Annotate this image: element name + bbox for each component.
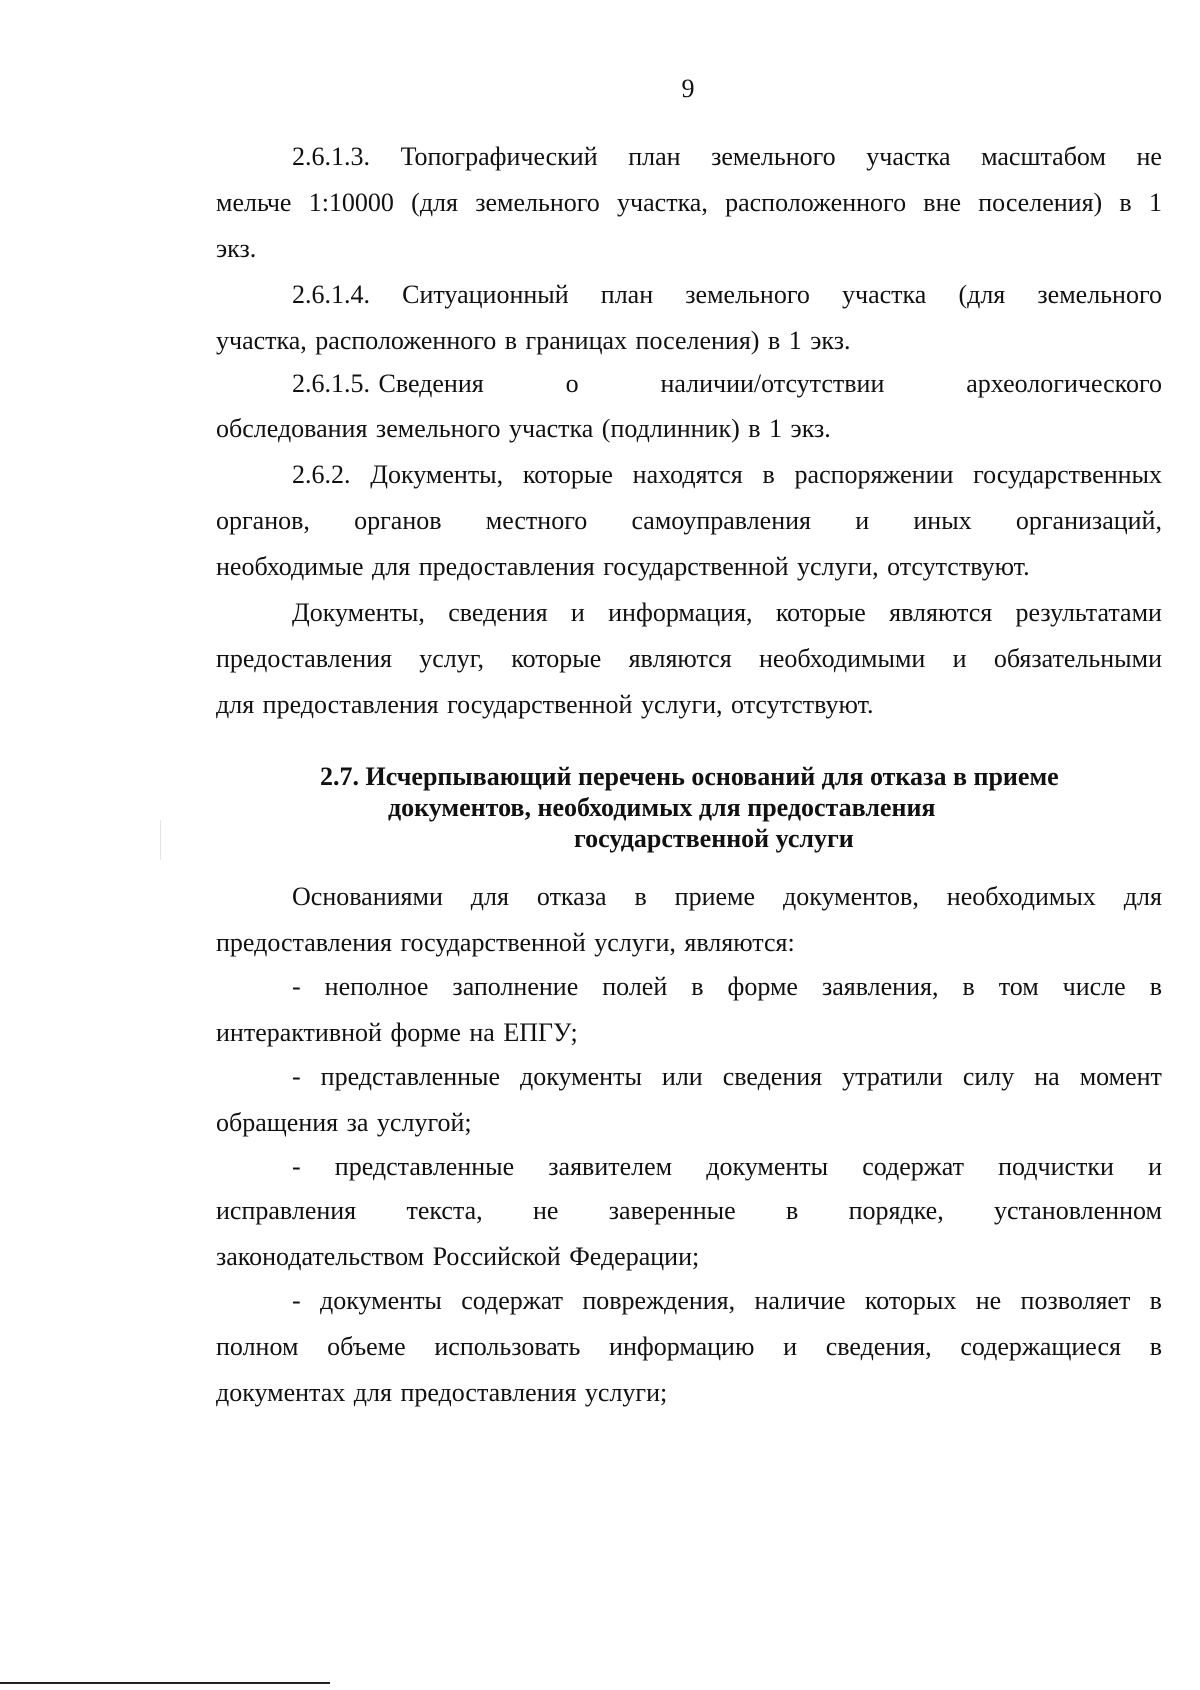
word: 2.6.1.4.: [292, 280, 370, 309]
word: Документы,: [292, 598, 425, 627]
word: 1: [1148, 188, 1162, 217]
word: в: [1119, 188, 1132, 217]
word: распоряжении: [794, 460, 954, 489]
word: которые: [522, 460, 613, 489]
word: 2.6.2.: [292, 460, 351, 489]
word: которых: [864, 1286, 957, 1315]
paragraph-2-6-1-4-line-1: [292, 280, 1162, 310]
word: в: [962, 972, 975, 1001]
word: результатами: [1015, 598, 1162, 627]
word: земельного: [475, 188, 600, 217]
word: не: [975, 1286, 1002, 1315]
word: расположенного: [725, 188, 907, 217]
list-item-corrections-line-2: [216, 1196, 1162, 1226]
word: государственных: [973, 460, 1162, 489]
word: 2.6.1.5. Сведения: [292, 369, 484, 398]
word: информация,: [608, 598, 753, 627]
word: том: [998, 972, 1039, 1001]
word: информацию: [609, 1332, 755, 1361]
list-item-corrections-line-1: [292, 1152, 1162, 1182]
word: иных: [913, 506, 972, 535]
word: Основаниями: [292, 882, 443, 911]
word: находятся: [632, 460, 743, 489]
word: не: [1136, 142, 1162, 171]
word: позволяет: [1020, 1286, 1131, 1315]
word: в: [1149, 1332, 1162, 1361]
word: обязательными: [993, 644, 1162, 673]
word: исправления: [216, 1196, 357, 1225]
word: земельного: [685, 280, 810, 309]
page-number: 9: [681, 74, 695, 103]
word: и: [783, 1332, 798, 1361]
word: приеме: [674, 882, 756, 911]
word: содержат: [862, 1152, 964, 1181]
word: наличии/отсутствии: [660, 369, 885, 398]
word: документы: [520, 1062, 642, 1091]
word: документы: [320, 1286, 442, 1315]
word: местного: [485, 506, 588, 535]
word: земельного: [711, 142, 836, 171]
word: Топографический: [400, 142, 598, 171]
paragraph-2-6-1-4-line-2: участка, расположенного в границах поселения) в 1 экз.: [216, 326, 851, 355]
word: организаций,: [1015, 506, 1162, 535]
paragraph-2-6-2-line-2: [216, 506, 1162, 536]
word: подчистки: [998, 1152, 1114, 1181]
paragraph-2-6-2-line-3: необходимые для предоставления государственной услуги, отсутствуют.: [216, 552, 1030, 581]
word: отказа: [536, 882, 607, 911]
paragraph-results-line-2: [216, 644, 1162, 674]
word: документов,: [782, 882, 919, 911]
list-item-damaged-line-1: [292, 1286, 1162, 1316]
word: земельного: [1037, 280, 1162, 309]
paragraph-results-line-3: для предоставления государственной услуги, отсутствуют.: [216, 690, 874, 719]
word: неполное: [324, 972, 429, 1001]
list-item-incomplete-line-2: интерактивной форме на ЕПГУ;: [216, 1018, 578, 1047]
word: участка: [866, 142, 951, 171]
section-heading-line-2: документов, необходимых для предоставления: [388, 793, 936, 822]
footnote-divider: [0, 1682, 330, 1684]
word: услуг,: [419, 644, 485, 673]
section-heading-line-3: государственной услуги: [574, 824, 854, 853]
word: мельче: [216, 188, 292, 217]
word: и: [1148, 1152, 1162, 1181]
word: на: [1034, 1062, 1060, 1091]
word: представленные: [334, 1152, 515, 1181]
word: необходимыми: [758, 644, 926, 673]
word: план: [628, 142, 681, 171]
paragraph-2-6-1-5-line-1: [292, 369, 1162, 399]
word: масштабом: [981, 142, 1106, 171]
word: в: [1149, 972, 1162, 1001]
word: и: [952, 644, 967, 673]
word: объеме: [327, 1332, 406, 1361]
word: органов,: [216, 506, 310, 535]
word: Документы,: [370, 460, 504, 489]
word: в: [1149, 1286, 1162, 1315]
section-heading-line-1: 2.7. Исчерпывающий перечень оснований для отказа в приеме: [320, 762, 1059, 791]
word: документы: [706, 1152, 829, 1181]
word: полном: [216, 1332, 299, 1361]
word: -: [292, 972, 301, 1001]
word: форме: [727, 972, 798, 1001]
word: участка,: [617, 188, 708, 217]
word: числе: [1062, 972, 1126, 1001]
word: содержат: [461, 1286, 564, 1315]
word: наличие: [754, 1286, 846, 1315]
word: представленные: [320, 1062, 501, 1091]
paragraph-grounds-line-2: предоставления государственной услуги, являются:: [216, 928, 795, 957]
word: заверенные: [608, 1196, 736, 1225]
word: установленном: [994, 1196, 1162, 1225]
word: полей: [602, 972, 668, 1001]
word: самоуправления: [631, 506, 812, 535]
word: силу: [962, 1062, 1015, 1091]
word: заполнение: [452, 972, 579, 1001]
word: заявителем: [548, 1152, 673, 1181]
word: момент: [1079, 1062, 1162, 1091]
word: 2.6.1.3.: [292, 142, 370, 171]
word: -: [292, 1286, 301, 1315]
word: Ситуационный: [402, 280, 569, 309]
word: в: [785, 1196, 799, 1225]
word: о: [565, 369, 579, 398]
word: предоставления: [216, 644, 392, 673]
word: содержащиеся: [960, 1332, 1121, 1361]
word: (для: [958, 280, 1006, 309]
paragraph-2-6-2-line-1: [292, 460, 1162, 490]
word: 1:10000: [308, 188, 394, 217]
list-item-damaged-line-2: [216, 1332, 1162, 1362]
scan-artifact: [160, 820, 161, 860]
word: для: [1123, 882, 1162, 911]
paragraph-2-6-1-3-line-3: экз.: [216, 234, 257, 263]
word: -: [292, 1152, 301, 1181]
word: которые: [775, 598, 866, 627]
list-item-expired-line-1: [292, 1062, 1162, 1092]
word: археологического: [966, 369, 1162, 398]
word: план: [600, 280, 654, 309]
word: утратили: [842, 1062, 943, 1091]
word: заявления,: [821, 972, 939, 1001]
word: являются: [628, 644, 732, 673]
word: необходимых: [946, 882, 1096, 911]
list-item-damaged-line-3: документах для предоставления услуги;: [216, 1378, 668, 1407]
paragraph-2-6-1-5-line-2: обследования земельного участка (подлинник) в 1 экз.: [216, 414, 831, 443]
paragraph-results-line-1: [292, 598, 1162, 628]
paragraph-grounds-line-1: [292, 882, 1162, 912]
list-item-corrections-line-3: законодательством Российской Федерации;: [216, 1242, 700, 1271]
word: -: [292, 1062, 301, 1091]
word: в: [762, 460, 775, 489]
word: для: [470, 882, 509, 911]
word: или: [661, 1062, 703, 1091]
word: порядке,: [848, 1196, 944, 1225]
word: поселения): [978, 188, 1103, 217]
word: и: [855, 506, 870, 535]
paragraph-2-6-1-3-line-2: [216, 188, 1162, 218]
word: в: [634, 882, 647, 911]
paragraph-2-6-1-3-line-1: [292, 142, 1162, 172]
word: сведения,: [825, 1332, 932, 1361]
word: (для: [411, 188, 458, 217]
word: и: [570, 598, 585, 627]
word: в: [691, 972, 704, 1001]
word: которые: [511, 644, 602, 673]
word: сведения: [722, 1062, 823, 1091]
word: являются: [889, 598, 993, 627]
word: повреждения,: [582, 1286, 736, 1315]
word: использовать: [434, 1332, 581, 1361]
word: участка: [842, 280, 927, 309]
word: сведения: [448, 598, 548, 627]
word: не: [532, 1196, 559, 1225]
list-item-incomplete-line-1: [292, 972, 1162, 1002]
word: вне: [923, 188, 962, 217]
word: органов: [354, 506, 442, 535]
list-item-expired-line-2: обращения за услугой;: [216, 1108, 472, 1137]
word: текста,: [406, 1196, 483, 1225]
